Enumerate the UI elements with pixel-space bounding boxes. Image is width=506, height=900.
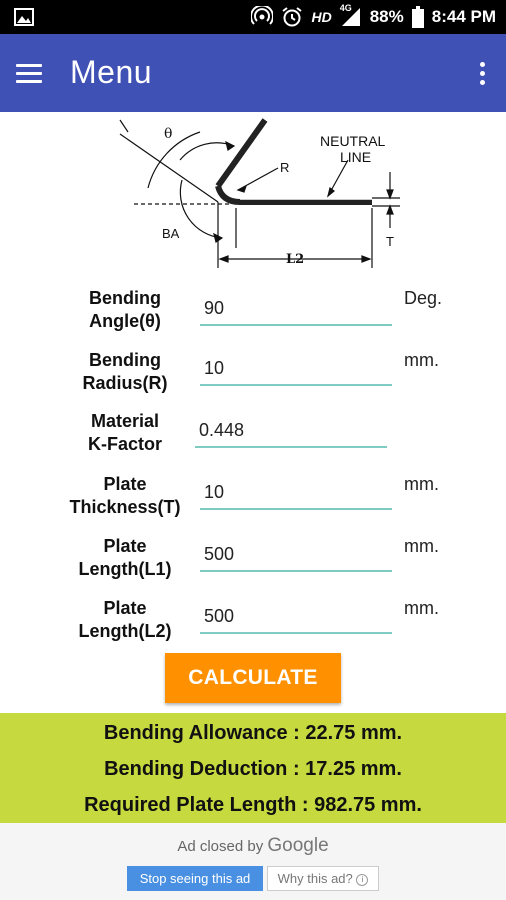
plate-thickness-input[interactable]	[200, 476, 392, 510]
calculate-button[interactable]: CALCULATE	[165, 653, 341, 703]
google-logo: Google	[267, 835, 329, 856]
why-this-ad-button[interactable]	[267, 866, 379, 891]
signal-icon	[339, 3, 362, 27]
bending-deduction-result: Bending Deduction : 17.25 mm.	[104, 758, 402, 780]
diagram-neutral-line-label: NEUTRAL	[320, 133, 386, 149]
plate-length-l2-label	[60, 597, 190, 643]
plate-length-l1-unit: mm.	[404, 536, 439, 556]
plate-length-l1-row	[0, 535, 506, 595]
app-bar	[0, 34, 506, 112]
plate-thickness-label	[60, 473, 190, 519]
label-line-2: Thickness(T)	[69, 497, 181, 517]
label-line-2: Radius(R)	[82, 373, 168, 393]
bending-radius-label	[60, 349, 190, 395]
hd-label: HD	[311, 9, 332, 25]
alarm-icon	[281, 6, 303, 28]
label-line-1: Bending	[89, 288, 161, 308]
battery-percent: 88%	[369, 7, 404, 26]
status-bar	[0, 0, 506, 34]
bending-angle-unit: Deg.	[404, 288, 443, 308]
bending-allowance-result: Bending Allowance : 22.75 mm.	[103, 722, 403, 744]
network-label: 4G	[339, 3, 352, 13]
info-icon: i	[356, 874, 368, 886]
label-line-2: Length(L2)	[78, 621, 172, 641]
clock: 8:44 PM	[431, 7, 496, 26]
diagram-neutral-line-label-2: LINE	[340, 149, 372, 165]
battery-icon	[412, 6, 424, 28]
plate-thickness-row	[0, 473, 506, 533]
label-line-2: K-Factor	[87, 434, 162, 454]
label-line-2: Angle(θ)	[89, 311, 161, 331]
label-line-1: Material	[90, 411, 160, 431]
plate-thickness-unit: mm.	[404, 474, 439, 494]
overflow-menu-icon[interactable]	[478, 60, 486, 88]
hotspot-icon	[251, 6, 273, 28]
ad-closed-text	[0, 835, 506, 857]
plate-length-l2-input[interactable]	[200, 600, 392, 634]
results-panel	[0, 713, 506, 823]
stop-seeing-ad-button[interactable]: Stop seeing this ad	[127, 866, 263, 891]
plate-length-l1-label	[60, 535, 190, 581]
ad-banner	[0, 823, 506, 900]
k-factor-row	[0, 410, 506, 470]
plate-length-l2-unit: mm.	[404, 598, 439, 618]
bending-radius-row	[0, 349, 506, 409]
label-line-1: Plate	[103, 598, 147, 618]
bend-diagram	[100, 116, 410, 274]
label-line-1: Bending	[89, 350, 161, 370]
diagram-ba-label: BA	[162, 226, 180, 241]
ad-closed-by: Ad closed by	[177, 838, 264, 855]
bending-angle-label	[60, 287, 190, 333]
k-factor-label	[60, 410, 190, 456]
diagram-thickness-label: T	[386, 234, 394, 249]
label-line-2: Length(L1)	[78, 559, 172, 579]
bending-angle-row	[0, 287, 506, 347]
bending-radius-unit: mm.	[404, 350, 439, 370]
label-line-1: Plate	[103, 536, 147, 556]
image-icon	[14, 8, 34, 26]
app-bar-title: Menu	[70, 54, 153, 90]
diagram-l2-label: L2	[286, 252, 305, 267]
k-factor-input[interactable]	[195, 414, 387, 448]
required-plate-length-result: Required Plate Length : 982.75 mm.	[84, 794, 422, 816]
diagram-radius-label: R	[280, 160, 290, 175]
why-this-ad-label: Why this ad?	[277, 871, 353, 886]
plate-length-l2-row	[0, 597, 506, 657]
plate-length-l1-input[interactable]	[200, 538, 392, 572]
diagram-theta-label: θ	[164, 126, 173, 142]
menu-icon[interactable]	[16, 64, 42, 84]
label-line-1: Plate	[103, 474, 147, 494]
bending-angle-input[interactable]	[200, 292, 392, 326]
bending-radius-input[interactable]	[200, 352, 392, 386]
